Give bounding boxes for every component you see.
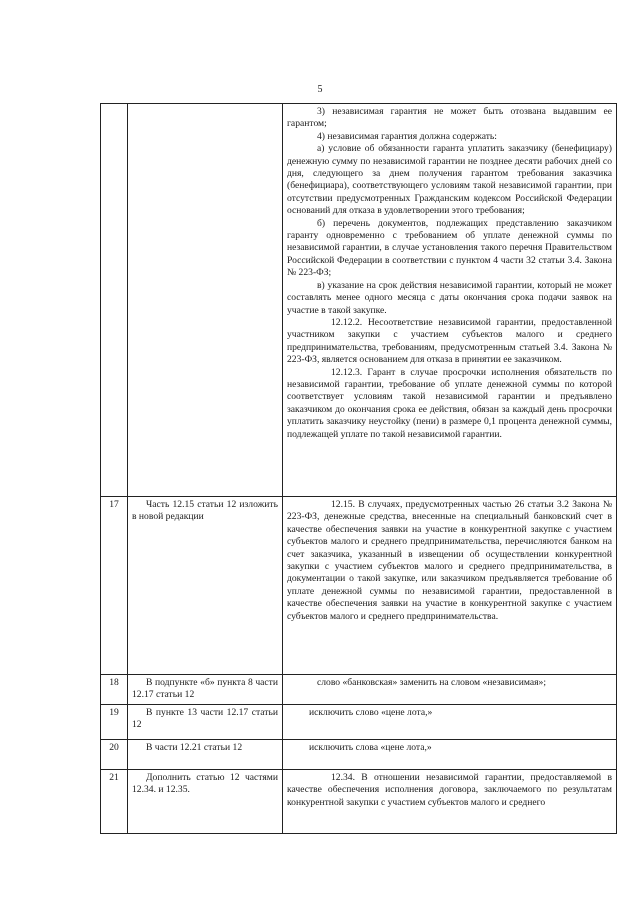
paragraph: а) условие об обязанности гаранта уплатить заказчику (бенефициару) денежную сумму по независимой гарантии не позднее десяти рабочих дней со дня, следующего за днем получения гарантом требования заказчика (бенефициара), соответствующего условиям такой независимой гарантии, при отсутствии предусмотренных Гражданским кодексом Российской Федерации оснований для отказа в удовлетворении этого требования; — [287, 143, 612, 217]
table-row — [101, 769, 617, 833]
row-number-cell — [101, 104, 128, 497]
amendment-text-cell — [283, 497, 617, 675]
table-row — [101, 739, 617, 769]
row-number-cell: 19 — [101, 704, 128, 739]
paragraph: слово «банковская» заменить на словом «независимая»; — [317, 677, 546, 688]
amendment-text-cell — [283, 675, 617, 705]
table-row — [101, 104, 617, 497]
amendment-text-cell — [283, 739, 617, 769]
amendment-location-cell — [128, 739, 283, 769]
amendment-location-cell — [128, 769, 283, 833]
location-text: Часть 12.15 статьи 12 изложить в новой редакции — [132, 499, 278, 523]
amendment-text-cell — [283, 704, 617, 739]
paragraph: 12.12.3. Гарант в случае просрочки исполнения обязательств по независимой гарантии, требование об уплате денежной суммы по которой соответствует условиям такой независимой гарантии и предъявлено заказчиком до окончания срока ее действия, обязан за каждый день просрочки уплатить заказчику неустойку (пени) в размере 0,1 процента денежной суммы, подлежащей уплате по такой независимой гарантии. — [287, 366, 612, 440]
row-number-cell: 18 — [101, 675, 128, 705]
paragraph: б) перечень документов, подлежащих представлению заказчиком гаранту одновременно с требованием об уплате денежной суммы по независимой гарантии, в случае установления такого перечня Правительством Российской Федерации в соответствии с пунктом 4 части 32 статьи 3.4. Закона № 223-ФЗ; — [287, 217, 612, 279]
row-number-cell: 20 — [101, 739, 128, 769]
amendment-location-cell — [128, 675, 283, 705]
page-number: 5 — [317, 84, 323, 95]
amendment-location-cell — [128, 704, 283, 739]
location-text: Дополнить статью 12 частями 12.34. и 12.35. — [132, 771, 278, 796]
amendment-location-cell — [128, 104, 283, 497]
location-text: В пункте 13 части 12.17 статьи 12 — [132, 706, 278, 731]
table-row — [101, 497, 617, 675]
paragraph: в) указание на срок действия независимой гарантии, который не может составлять менее одного месяца с даты окончания срока подачи заявок на участие в такой закупке. — [287, 279, 612, 316]
table-row — [101, 704, 617, 739]
amendment-text-cell — [283, 104, 617, 497]
row-number-cell: 21 — [101, 769, 128, 833]
amendment-location-cell — [128, 497, 283, 675]
paragraph: исключить слово «цене лота,» — [309, 706, 433, 718]
paragraph: 3) независимая гарантия не может быть отозвана выдавшим ее гарантом; — [287, 106, 612, 130]
amendments-table — [100, 103, 617, 834]
location-text: В части 12.21 статьи 12 — [146, 741, 243, 753]
paragraph: исключить слова «цене лота,» — [309, 741, 432, 753]
row-number-cell: 17 — [101, 497, 128, 675]
paragraph: 12.12.2. Несоответствие независимой гарантии, предоставленной участником закупки с участием субъектов малого и среднего предпринимательства, требованиям, предусмотренным статьей 3.4. Закона № 223-ФЗ, является основанием для отказа в принятии ее заказчиком. — [287, 316, 612, 366]
amendment-text-cell — [283, 769, 617, 833]
location-text: В подпункте «б» пункта 8 части 12.17 статьи 12 — [132, 677, 278, 701]
paragraph: 4) независимая гарантия должна содержать: — [317, 130, 497, 142]
paragraph: 12.34. В отношении независимой гарантии, предоставляемой в качестве обеспечения исполнения договора, заключаемого по результатам конкурентной закупки с участием субъектов малого и среднего — [287, 771, 612, 808]
paragraph: 12.15. В случаях, предусмотренных частью 26 статьи 3.2 Закона № 223-ФЗ, денежные средства, внесенные на специальный банковский счет в качестве обеспечения заявки на участие в конкурентной закупке с участием субъектов малого и среднего предпринимательства, перечисляются банком на счет заказчика, указанный в извещении об осуществлении конкурентной закупки с участием субъектов малого и среднего предпринимательства, в документации о такой закупке, или заказчиком предъявляется требование об уплате денежной суммы по независимой гарантии, предоставленной в качестве обеспечения заявки на участие в конкурентной закупке с участием субъектов малого и среднего предпринимательства. — [287, 499, 612, 622]
table-row — [101, 675, 617, 705]
